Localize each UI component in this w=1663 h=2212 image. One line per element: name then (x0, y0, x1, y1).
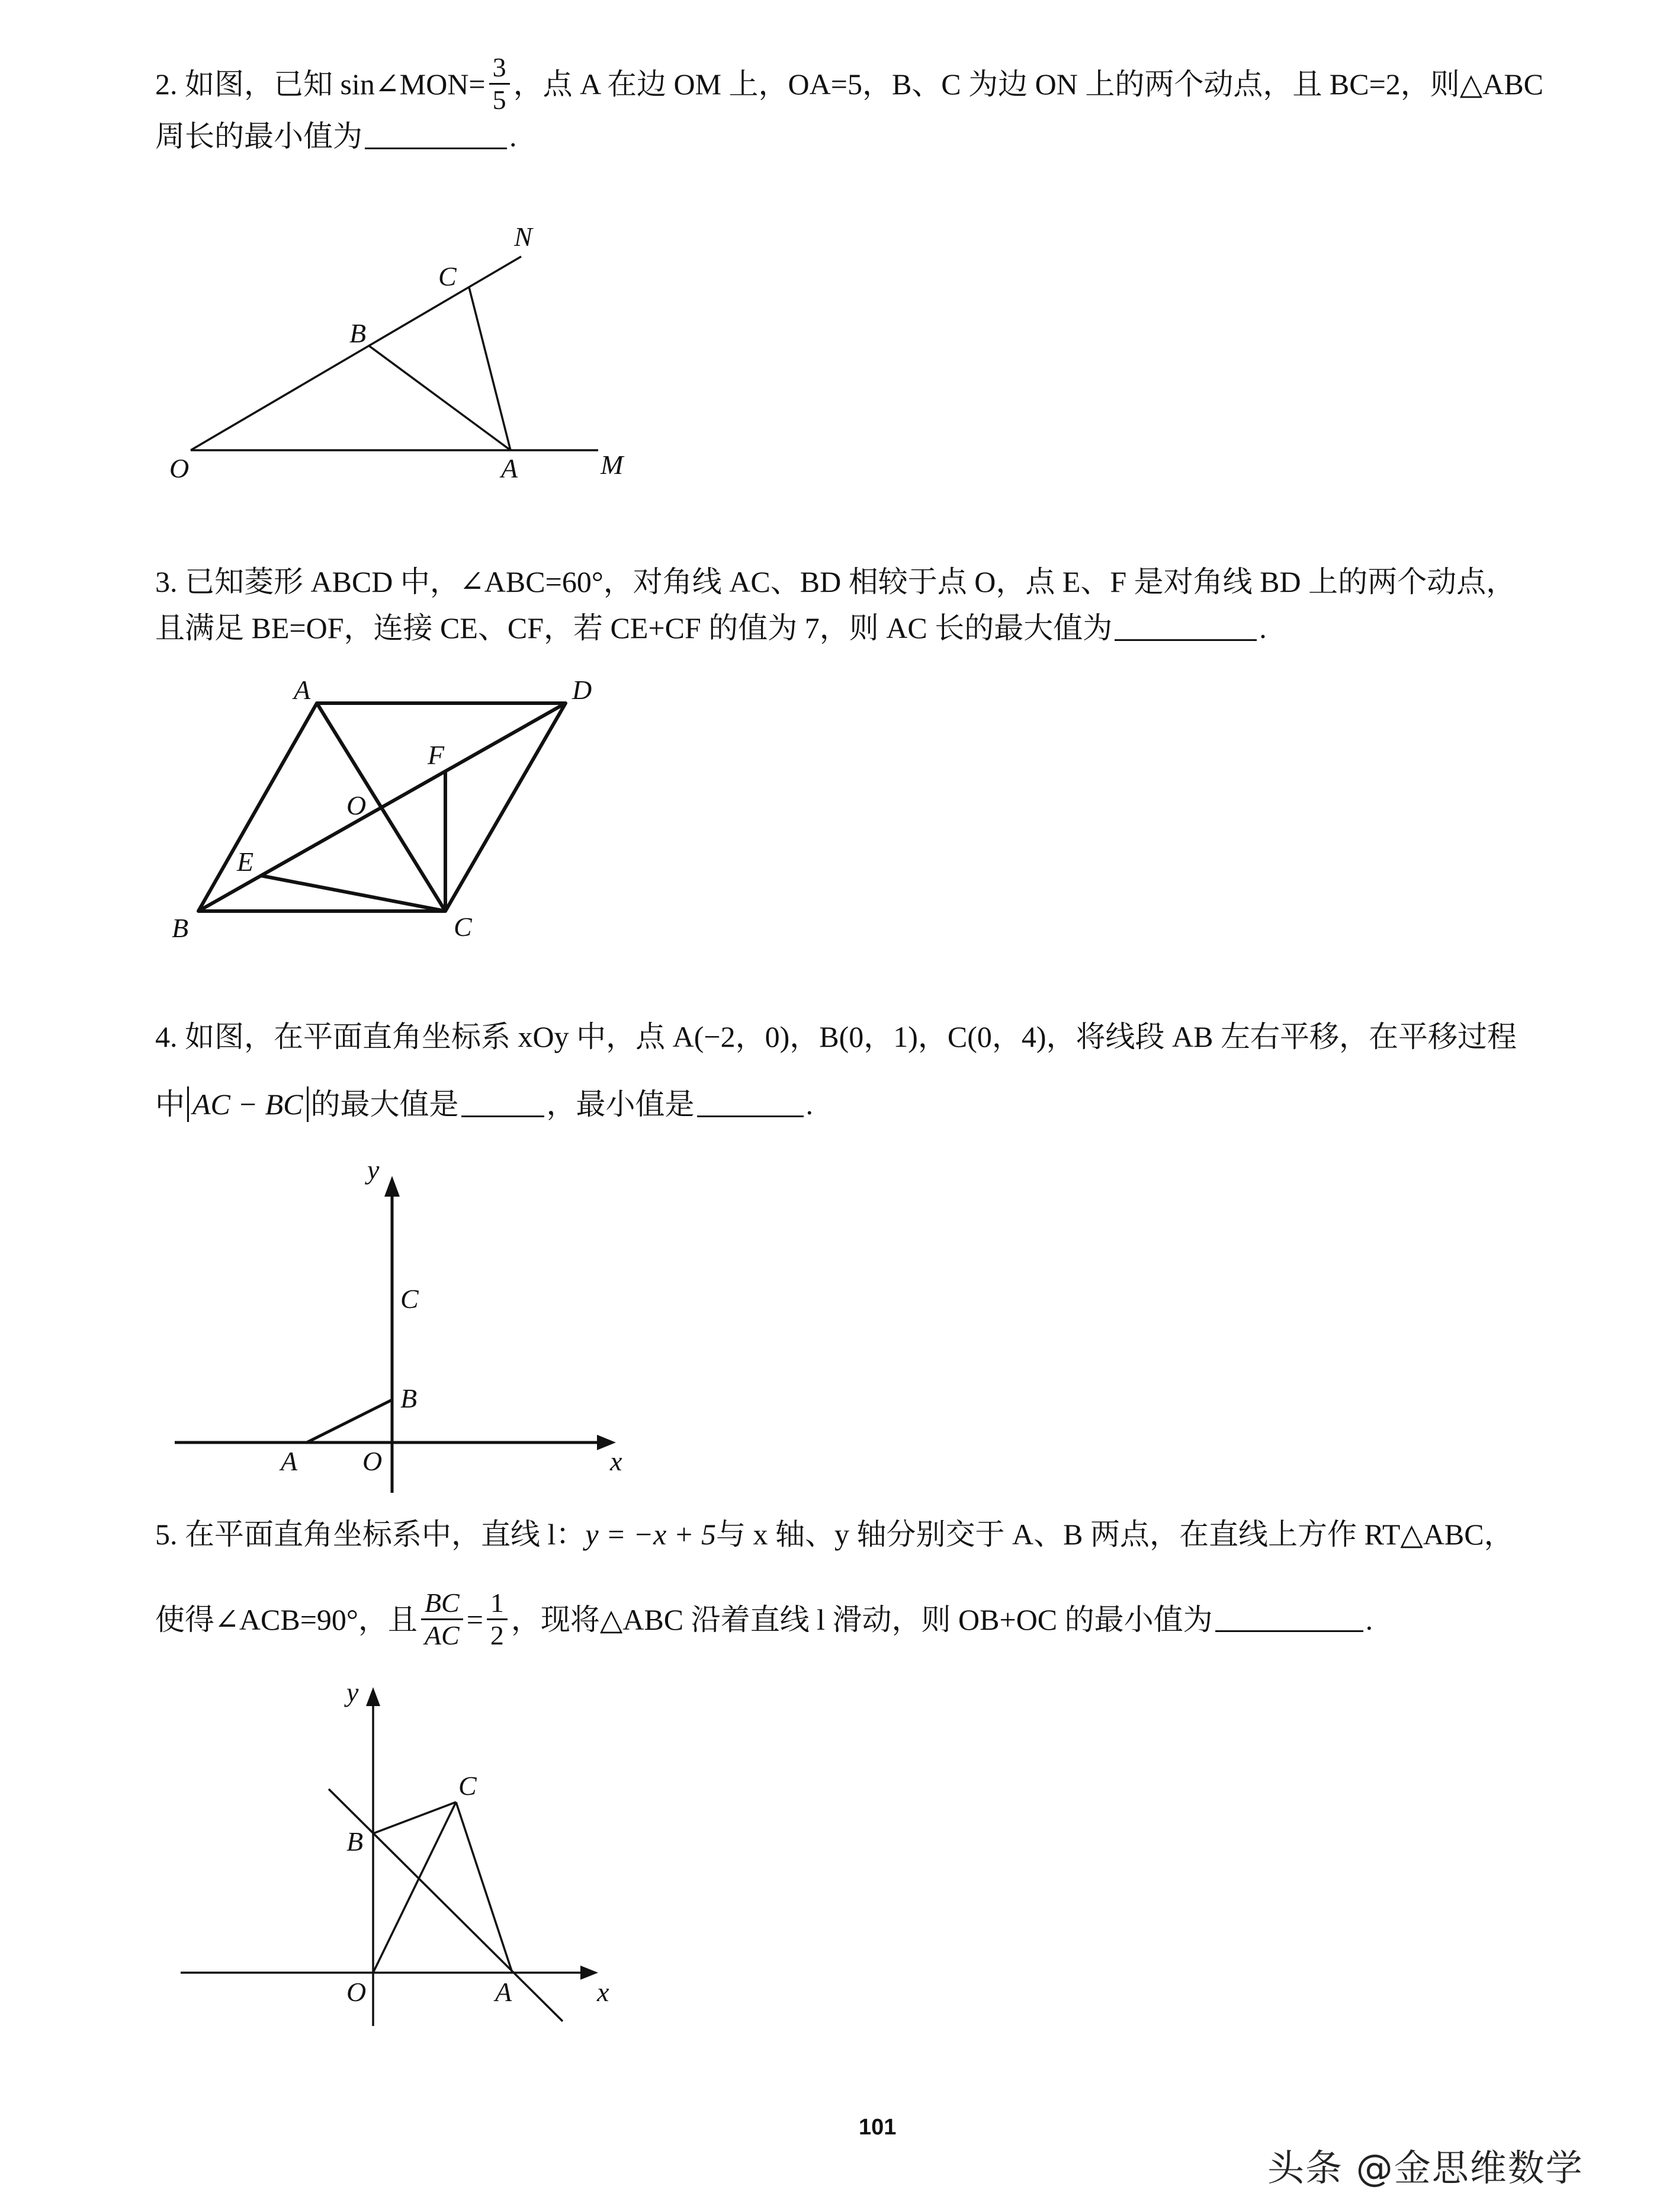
q3-label-b: B (172, 913, 189, 943)
q3-text-line1: 3. 已知菱形 ABCD 中，∠ABC=60°，对角线 AC、BD 相较于点 O，点 E、F 是对角线 BD 上的两个动点， (155, 565, 1516, 598)
q5-frac2-den: 2 (490, 1620, 504, 1650)
segment-ca (456, 1802, 512, 1973)
q2-label-a: A (501, 453, 518, 483)
q4-label-o: O (362, 1446, 383, 1476)
q3-label-c: C (454, 912, 472, 942)
q4-label-a: A (281, 1446, 298, 1476)
q4-label-y: y (367, 1155, 380, 1185)
q5-label-b: B (346, 1826, 364, 1857)
q4-text-line1: 4. 如图，在平面直角坐标系 xOy 中，点 A(−2，0)，B(0，1)，C(0，4)，将线段 AB 左右平移，在平移过程 (155, 1020, 1517, 1053)
q3-text-line2: 且满足 BE=OF，连接 CE、CF，若 CE+CF 的值为 7，则 AC 长的最大值为 (155, 611, 1113, 645)
q5-equals: = (466, 1602, 483, 1636)
q2-frac-den: 5 (492, 85, 506, 115)
q5-end: . (1365, 1602, 1373, 1636)
q5-label-c: C (458, 1771, 477, 1801)
q5-text-b: 与 x 轴、y 轴分别交于 A、B 两点，在直线上方作 RT△ABC， (716, 1518, 1514, 1551)
q5-label-o: O (346, 1977, 367, 2007)
q5-label-y: y (346, 1677, 359, 1707)
q2-frac-num: 3 (489, 52, 510, 85)
q3-label-a: A (294, 675, 311, 705)
q2-text-b: ，点 A 在边 OM 上，OA=5，B、C 为边 ON 上的两个动点，且 BC=2，则△ABC (513, 67, 1544, 101)
q3-label-d: D (572, 675, 592, 705)
q2-label-m: M (601, 450, 624, 480)
q5-equation: y = −x + 5 (585, 1518, 717, 1551)
q5-text-c: 使得∠ACB=90°，且 (155, 1602, 418, 1636)
q5-frac1-den: AC (424, 1620, 460, 1650)
q2-label-c: C (438, 261, 457, 291)
q4-text-a: 中 (155, 1088, 185, 1121)
q2-label-o: O (169, 453, 190, 483)
q3-label-f: F (428, 740, 445, 770)
q3-label-e: E (237, 847, 254, 877)
q2-label-n: N (514, 222, 532, 252)
q3-end: . (1259, 611, 1267, 645)
q4-end: . (805, 1088, 814, 1121)
q4-abs-expression: AC − BC (187, 1086, 309, 1122)
q4-label-b: B (400, 1383, 418, 1413)
q5-label-x: x (597, 1977, 609, 2007)
q4-text-b: 的最大值是 (310, 1088, 459, 1121)
q4-label-x: x (610, 1446, 622, 1476)
q5-text-a: 5. 在平面直角坐标系中，直线 l： (155, 1518, 586, 1551)
q2-label-b: B (349, 318, 367, 348)
q2-text-line2: 周长的最小值为 (155, 120, 362, 153)
q5-frac1-num: BC (421, 1588, 463, 1620)
q5-frac2-num: 1 (487, 1588, 508, 1620)
q2-text-a: 2. 如图，已知 sin∠MON= (155, 67, 486, 101)
q2-end: . (509, 120, 517, 153)
q5-label-a: A (495, 1977, 512, 2007)
q3-label-o: O (346, 790, 367, 820)
q4-label-c: C (400, 1284, 419, 1314)
watermark: 头条 @金思维数学 (1267, 2146, 1584, 2189)
page-number: 101 (859, 2115, 897, 2140)
q4-text-c: ，最小值是 (546, 1088, 695, 1121)
q5-text-d: ，现将△ABC 沿着直线 l 滑动，则 OB+OC 的最小值为 (511, 1602, 1213, 1636)
